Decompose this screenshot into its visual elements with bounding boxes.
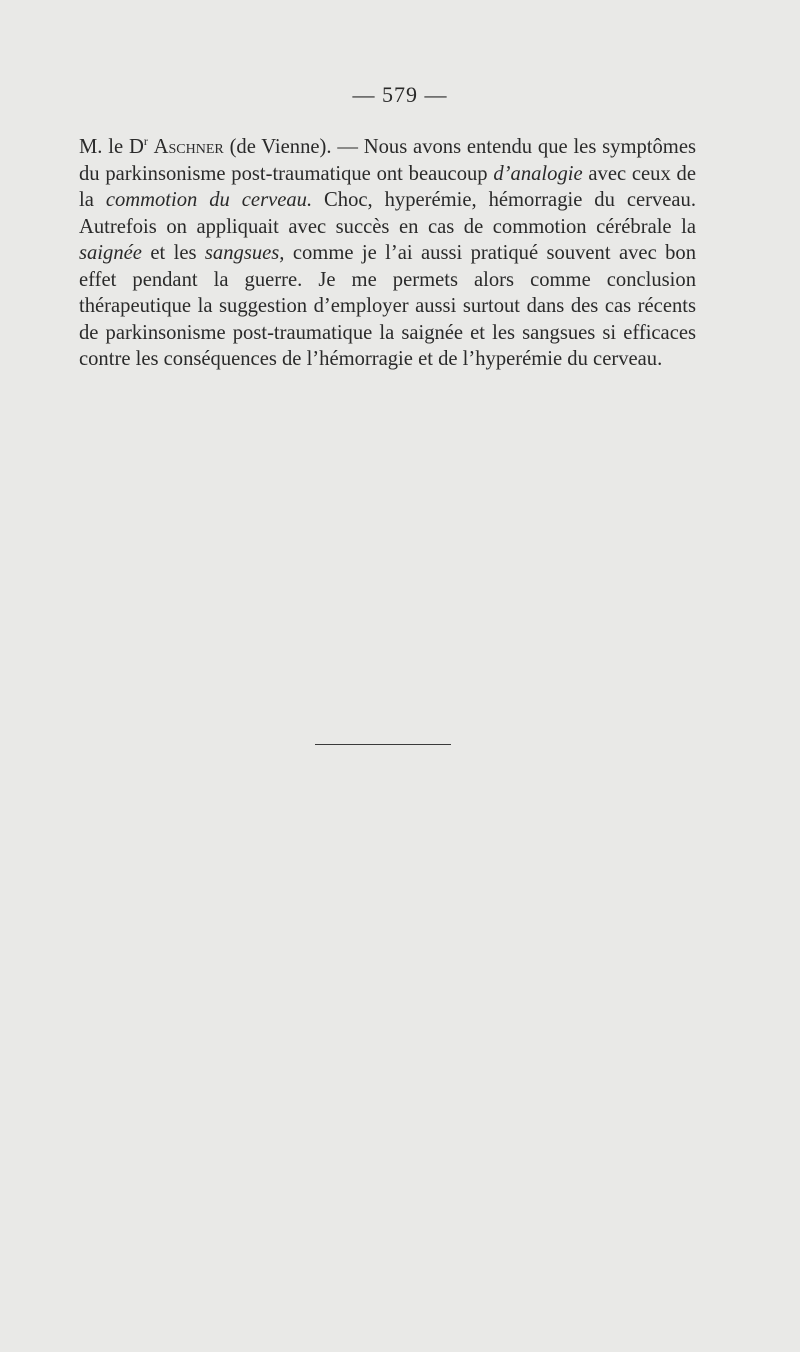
paragraph-text-5: comme je l’ai aussi pratiqué souvent avec bon effet pendant la guerre. Je me permets alors comme conclusion thérapeutique la suggestion d’employer aussi surtout dans des cas récents de parkinsonisme post-traumatique la saignée et les sangsues si efficaces contre les conséquences de l’hémorragie et de l’hyperémie du cerveau. (79, 242, 697, 370)
paragraph-text-4: et les (150, 242, 197, 264)
page-number: — 579 — (352, 82, 448, 107)
speaker-title-superscript: r (143, 134, 148, 148)
italic-phrase-sangsues: sangsues, (204, 242, 285, 264)
section-divider (315, 744, 451, 745)
body-paragraph (79, 134, 696, 373)
paragraph-text-1: — Nous avons entendu que les symptômes du parkinsonisme post-traumatique ont beaucoup (79, 136, 696, 185)
paragraph-text-3: Choc, hyperémie, hémorragie du cerveau. Autrefois on appliquait avec succès en cas de commotion cérébrale la (79, 189, 696, 238)
italic-phrase-saignee: saignée (79, 242, 142, 264)
paragraph-text-2: avec ceux de la (79, 162, 696, 211)
speaker-name: Aschner (153, 136, 224, 158)
speaker-origin: (de Vienne). (229, 136, 332, 158)
italic-phrase-commotion: commotion du cerveau. (105, 189, 313, 211)
speaker-prefix: M. le D (79, 136, 144, 158)
italic-phrase-analogie: d’analogie (493, 162, 583, 185)
